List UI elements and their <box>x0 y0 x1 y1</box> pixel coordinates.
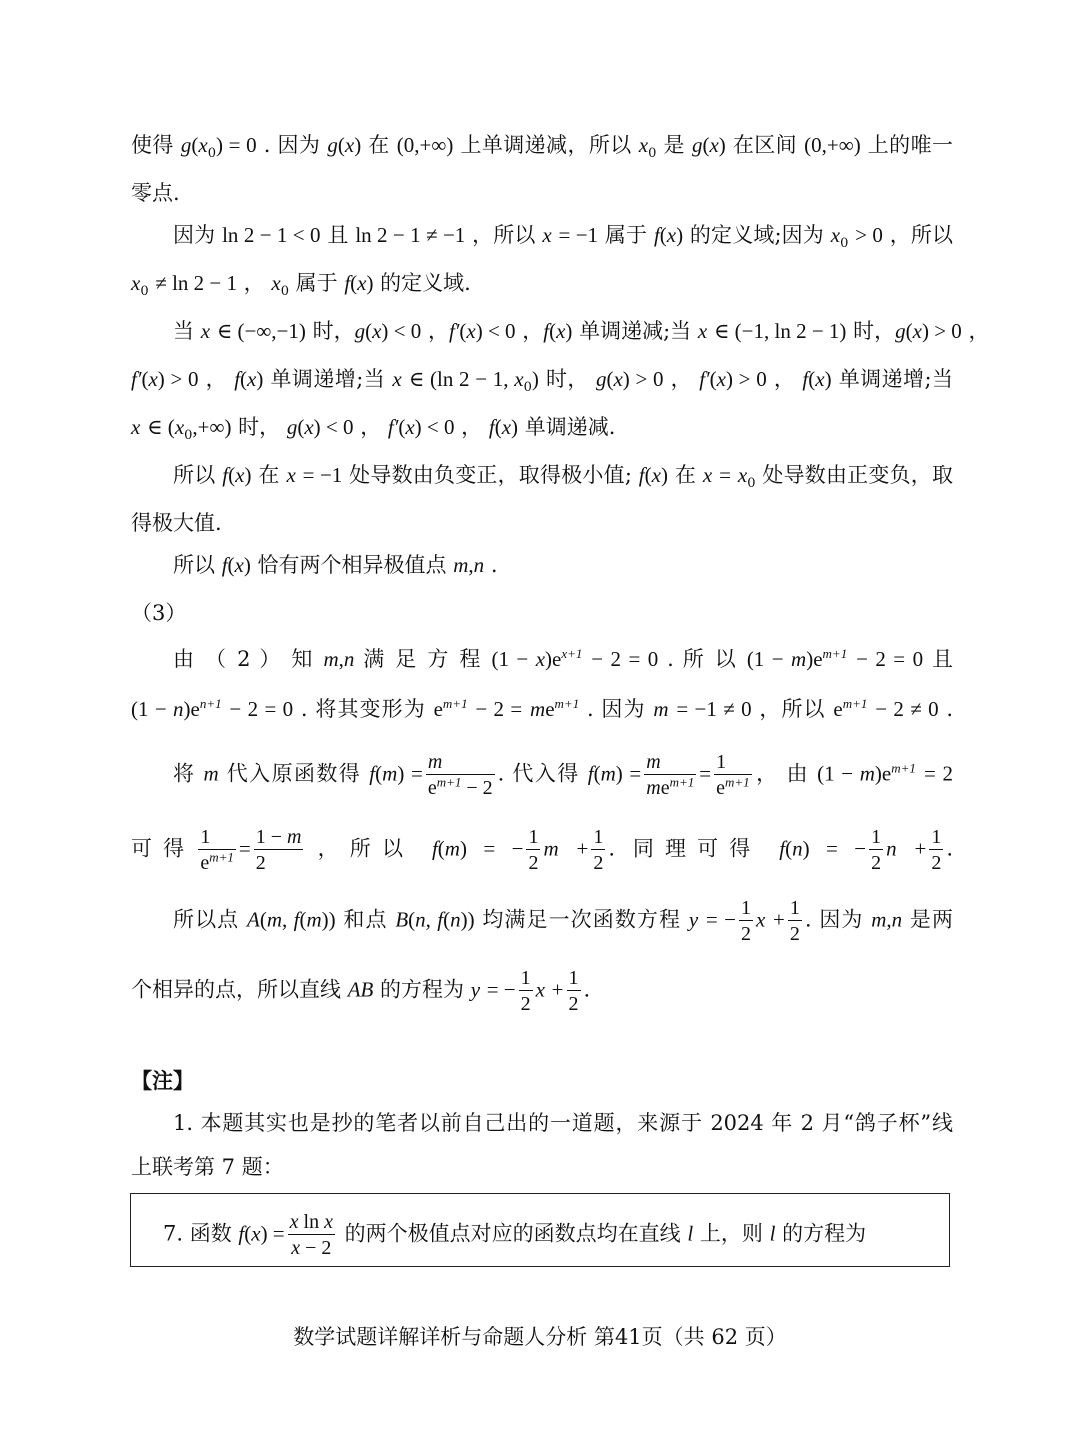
page-footer: 数学试题详解详析与命题人分析 第41页（共 62 页） <box>293 1325 787 1349</box>
note-heading: 【注】 <box>131 1068 194 1093</box>
text-line: 得极大值. <box>131 511 222 535</box>
note-paragraph: 上联考第 7 题： <box>131 1155 284 1179</box>
text-line: f′(x) > 0 ， f(x) 单调递增;当 x ∈ (ln 2 − 1, $x_0$) 时， g(x) > 0 ， f′(x) > 0 ， f(x) 单调递增;当 <box>131 367 953 396</box>
text-line: 将 m 代入原函数得 f(m) = $\frac{m}{e^{m+1} - 2}$ . 代入得 f(m) = $\frac{m}{me^{m+1}}$ = $\frac{1}{e^{m+1}}$ ， 由 $(1 - m)e^{m+1} = 2$ <box>173 751 954 799</box>
text-line: 所以点 A(m, f(m)) 和点 B(n, f(n)) 均满足一次函数方程 y = − $\frac{1}{2}$ x + $\frac{1}{2}$ . 因为 m,n 是两 <box>173 897 954 945</box>
text-line: 零点. <box>131 181 180 205</box>
text-line: 所以 f(x) 在 x = −1 处导数由负变正，取得极小值; f(x) 在 $x = x_0$ 处导数由正变负，取 <box>173 463 953 492</box>
text-line: x ∈ $(x_0,+\infty)$ 时， g(x) < 0 ， f′(x) < 0 ， f(x) 单调递减. <box>131 415 616 444</box>
note-paragraph: 1. 本题其实也是抄的笔者以前自己出的一道题，来源于 2024 年 2 月“鸽子杯”线 <box>173 1111 953 1135</box>
text-line: 可得 $\frac{1}{e^{m+1}}$ = $\frac{1 - m}{2}$ ，所以 f(m) = − $\frac{1}{2}$ m + $\frac{1}{2}$ . 同理可得 f(n) = − $\frac{1}{2}$ n + $\frac{1}{2}$ . <box>131 826 953 874</box>
text-line: 所以 f(x) 恰有两个相异极值点 m,n . <box>173 553 498 577</box>
quoted-problem-box <box>130 1193 950 1267</box>
section-number: （3） <box>131 601 187 625</box>
text-line: 当 x ∈ (−∞,−1) 时，g(x) < 0 ，f′(x) < 0 ，f(x) 单调递减;当 x ∈ (−1, ln 2 − 1) 时，g(x) > 0 ， <box>173 319 990 343</box>
text-line: $(1 - n)e^{n+1} - 2 = 0$ . 将其变形为 $e^{m+1} - 2 = me^{m+1}$ . 因为 m = −1 ≠ 0 ，所以 $e^{m+1} - 2 \ne 0$ . <box>131 696 954 721</box>
text-line: 由 （ 2 ） 知 m,n 满 足 方 程 $(1 - x)e^{x+1} - 2 = 0$ . 所 以 $(1 - m)e^{m+1} - 2 = 0$ 且 <box>173 646 953 671</box>
text-line: $x_0 \ne \ln 2 - 1$ ， $x_0$ 属于 f(x) 的定义域. <box>131 271 471 300</box>
text-line: 个相异的点，所以直线 AB 的方程为 y = − $\frac{1}{2}$ x + $\frac{1}{2}$ . <box>131 967 591 1015</box>
quoted-problem-text: 7. 函数 f(x) = $\frac{\text{x ln x}}{x - 2}$ 的两个极值点对应的函数点均在直线 l 上，则 l 的方程为 <box>163 1211 867 1259</box>
text-line: 使得 $g(x_0) = 0$ . 因为 g(x) 在 (0,+∞) 上单调递减，所以 $x_0$ 是 g(x) 在区间 (0,+∞) 上的唯一 <box>131 133 953 162</box>
text-line: 因为 ln 2 − 1 < 0 且 ln 2 − 1 ≠ −1 ，所以 x = −1 属于 f(x) 的定义域;因为 $x_0 > 0$ ，所以 <box>173 223 953 252</box>
